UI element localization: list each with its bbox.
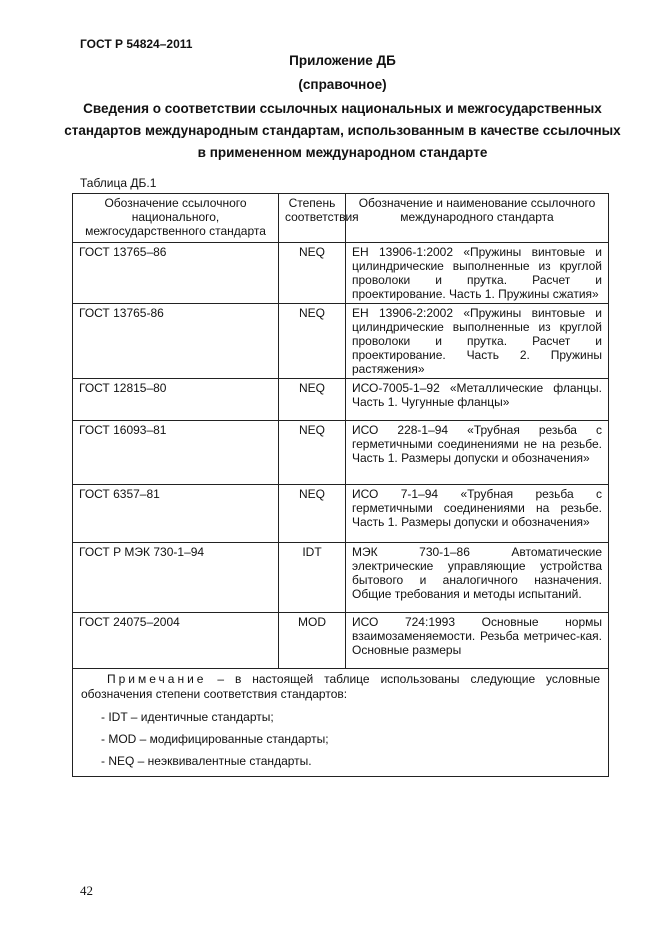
appendix-subtitle: (справочное) — [298, 77, 387, 92]
table-row — [73, 304, 609, 379]
degree-cell: IDT — [279, 543, 346, 613]
appendix-title: Приложение ДБ — [289, 53, 396, 68]
note-label: Примечание — [107, 672, 207, 686]
degree-cell: NEQ — [279, 485, 346, 543]
table-header-row — [73, 194, 609, 243]
international-standard-cell: ИСО 228-1–94 «Трубная резьба с герметичными соединениями не на резьбе. Часть 1. Размеры допуски и обозначения» — [346, 421, 609, 485]
national-standard-cell: ГОСТ 16093–81 — [73, 421, 279, 485]
national-standard-cell: ГОСТ 12815–80 — [73, 379, 279, 421]
column-header-degree: Степень соответствия — [279, 194, 346, 243]
table-note — [73, 669, 609, 777]
national-standard-cell: ГОСТ 13765-86 — [73, 304, 279, 379]
table-row — [73, 379, 609, 421]
table-row — [73, 485, 609, 543]
international-standard-cell: МЭК 730-1–86 Автоматические электрические управляющие устройства бытового и аналогичного назначения. Общие требования и методы испытаний. — [346, 543, 609, 613]
degree-cell: NEQ — [279, 379, 346, 421]
degree-cell: NEQ — [279, 304, 346, 379]
table-row — [73, 421, 609, 485]
international-standard-cell: ЕН 13906-1:2002 «Пружины винтовые и цилиндрические выполненные из круглой проволоки и прутка. Расчет и проектирование. Часть 1. Пружины сжатия» — [346, 243, 609, 304]
national-standard-cell: ГОСТ 24075–2004 — [73, 613, 279, 669]
international-standard-cell: ИСО-7005-1–92 «Металлические фланцы. Часть 1. Чугунные фланцы» — [346, 379, 609, 421]
degree-cell: NEQ — [279, 243, 346, 304]
page-number: 42 — [80, 883, 93, 898]
degree-cell: NEQ — [279, 421, 346, 485]
table-row — [73, 543, 609, 613]
correspondence-table — [72, 193, 609, 777]
international-standard-cell: ИСО 724:1993 Основные нормы взаимозаменяемости. Резьба метричес-кая. Основные размеры — [346, 613, 609, 669]
note-item-mod: - MOD – модифицированные стандарты; — [101, 732, 329, 746]
note-item-idt: - IDT – идентичные стандарты; — [101, 710, 274, 724]
table-label: Таблица ДБ.1 — [80, 176, 157, 190]
degree-cell: MOD — [279, 613, 346, 669]
note-text: – в настоящей таблице использованы следующие условные обозначения степени соответствия стандартов: — [81, 672, 600, 701]
document-code: ГОСТ Р 54824–2011 — [80, 37, 193, 51]
national-standard-cell: ГОСТ 6357–81 — [73, 485, 279, 543]
note-item-neq: - NEQ – неэквивалентные стандарты. — [101, 754, 312, 768]
table-row — [73, 243, 609, 304]
international-standard-cell: ЕН 13906-2:2002 «Пружины винтовые и цилиндрические выполненные из круглой проволоки и прутка. Расчет и проектирование. Часть 2. Пружины растяжения» — [346, 304, 609, 379]
appendix-heading: Сведения о соответствии ссылочных национальных и межгосударственных стандартов международным стандартам, использованным в качестве ссылочных в примененном международном стандарте — [64, 101, 621, 160]
column-header-national: Обозначение ссылочного национального, межгосударственного стандарта — [73, 194, 279, 243]
international-standard-cell: ИСО 7-1–94 «Трубная резьба с герметичными соединениями на резьбе. Часть 1. Размеры допуски и обозначения» — [346, 485, 609, 543]
table-note-row — [73, 669, 609, 777]
column-header-international: Обозначение и наименование ссылочного международного стандарта — [346, 194, 609, 243]
national-standard-cell: ГОСТ Р МЭК 730-1–94 — [73, 543, 279, 613]
note-paragraph — [81, 672, 600, 702]
national-standard-cell: ГОСТ 13765–86 — [73, 243, 279, 304]
table-row — [73, 613, 609, 669]
